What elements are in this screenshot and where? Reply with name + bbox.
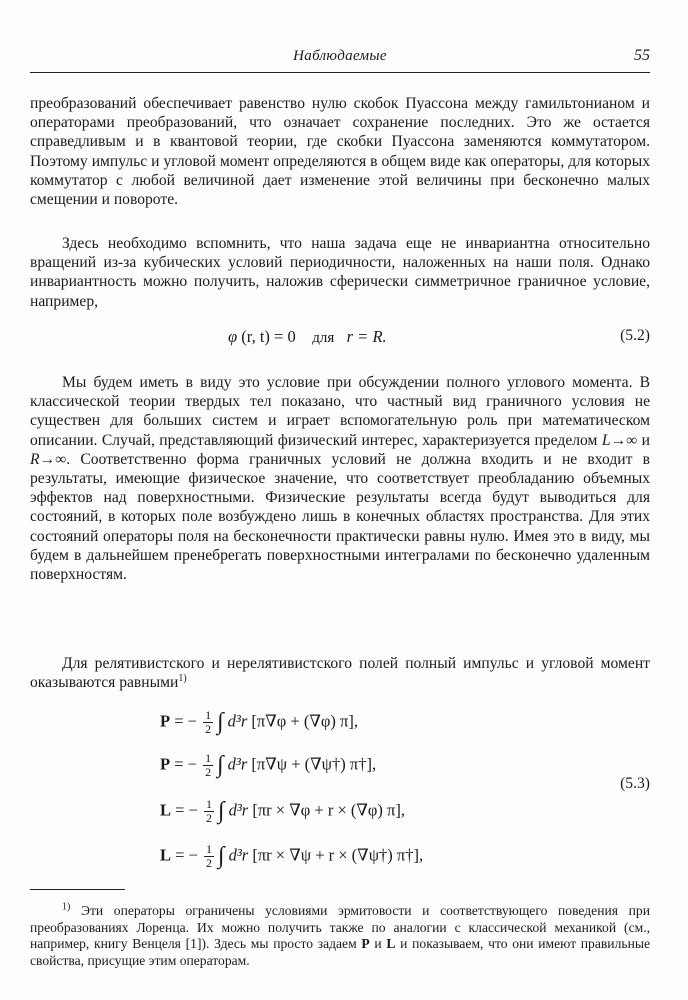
fraction-one-half: $\frac{1}{2}$ (206, 797, 213, 825)
footnote-symbol-L: L (386, 936, 396, 952)
footnote-ref: 1) (178, 673, 187, 685)
limit-L-arrow: →∞ (610, 431, 638, 449)
running-title: Наблюдаемые (293, 48, 387, 64)
equation-5-2-args: (r, t) = 0 (241, 327, 296, 346)
equation-lhs: L (160, 800, 172, 820)
equation-measure: d³r (228, 845, 249, 865)
equation-measure: d³r (227, 754, 248, 774)
integral-sign: ∫ (218, 798, 225, 824)
phi-symbol: φ (228, 327, 238, 346)
fraction-one-half: $\frac{1}{2}$ (206, 842, 213, 870)
paragraph-3: Мы будем иметь в виду это условие при обсуждении полного углового момента. В классической теории твердых тел показано, что частный вид граничного условия не существен для больших систем и играет вспомогательную роль при математическом описании. Случай, представляющий физический интерес, характеризуется пределом L→∞ и R→∞. Соответственно форма граничных условий не должна входить и не входит в результаты, имеющие физическое значение, что соответствует преобладанию объемных эффектов над поверхностными. Физические результаты всегда будут выводиться для состояний, в которых поле возбуждено лишь в конечных областях пространства. Для этих состояний операторы поля на бесконечности практически равны нулю. Имея это в виду, мы будем в дальнейшем пренебрегать поверхностными интегралами по бесконечно удаленным поверхностям. (30, 374, 650, 584)
equation-equals: = − (175, 800, 198, 820)
footnote-text-start: Эти операторы ограничены условиями эрмитовости и соответствующего поведения при преобразованиях Лоренца. Их можно получить также по аналогии с классической механикой (см., например, книгу Венцеля [1]). Здесь мы просто задаем (30, 903, 650, 952)
equation-lhs: P (160, 754, 171, 774)
equation-integrand: [πr × ∇ψ + r × (∇ψ†) π†], (252, 845, 424, 865)
equation-integrand: [π∇φ + (∇φ) π], (251, 711, 358, 731)
integral-sign: ∫ (217, 752, 224, 778)
fraction-one-half: $\frac{1}{2}$ (205, 751, 212, 779)
footnote-text-end: и показываем, что они имеют правильные свойства, присущие этим операторам. (30, 936, 651, 968)
equation-5-2-word: для (312, 330, 335, 346)
paragraph-3-start: Мы будем иметь в виду это условие при обсуждении полного углового момента. В классической теории твердых тел показано, что частный вид граничного условия не существен для больших систем и играет вспомогательную роль при математическом описании. Случай, представляющий физический интерес, характеризуется пределом (30, 374, 650, 449)
equation-equals: = − (174, 711, 197, 731)
equation-lhs: P (160, 711, 171, 731)
fraction-one-half: $\frac{1}{2}$ (205, 708, 212, 736)
paragraph-4-text: Для релятивистского и нерелятивистского полей полный импульс и угловой момент оказываются равными (30, 655, 650, 692)
paragraph-2: Здесь необходимо вспомнить, что наша задача еще не инвариантна относительно вращений из-за кубических условий периодичности, наложенных на наши поля. Однако инвариантность можно получить, наложив сферически симметричное граничное условие, например, (30, 235, 650, 310)
equation-lhs: L (160, 845, 172, 865)
limit-and: и (641, 431, 650, 449)
footnote-and: и (374, 936, 382, 952)
paragraph-3-rest: Соответственно форма граничных условий не должна входить и не входит в результаты, имеющие физическое значение, что соответствует преобладанию объемных эффектов над поверхностными. Физические результаты всегда будут выводиться для состояний, в которых поле возбуждено лишь в конечных областях пространства. Для этих состояний операторы поля на бесконечности практически равны нулю. Имея это в виду, мы будем в дальнейшем пренебрегать поверхностными интегралами по бесконечно удаленным поверхностям. (30, 450, 650, 584)
equation-integrand: [π∇ψ + (∇ψ†) π†], (251, 754, 377, 774)
footnote (30, 903, 650, 969)
integral-sign: ∫ (218, 843, 225, 869)
equation-5-2-body (228, 327, 387, 347)
equation-equals: = − (174, 754, 197, 774)
paragraph-4 (30, 654, 650, 692)
equation-measure: d³r (227, 711, 248, 731)
limit-L: L (601, 431, 611, 449)
limit-R: R (30, 450, 40, 468)
equation-integrand: [πr × ∇φ + r × (∇φ) π], (252, 800, 405, 820)
footnote-divider (30, 889, 125, 890)
paragraph-1: преобразований обеспечивает равенство нулю скобок Пуассона между гамильтонианом и операторами преобразований, что означает сохранение последних. Это же остается справедливым и в квантовой теории, где скобки Пуассона заменяются коммутатором. Поэтому импульс и угловой момент определяются в общем виде как операторы, для которых коммутатор с любой величиной дает изменение этой величины при бесконечно малых смещении и повороте. (30, 95, 650, 209)
equation-5-2-condition: r = R. (346, 327, 387, 346)
equation-number-5-2: (5.2) (620, 327, 650, 344)
equation-measure: d³r (228, 800, 249, 820)
page-number: 55 (634, 47, 650, 64)
footnote-mark: 1) (62, 901, 71, 913)
limit-R-arrow: →∞ (39, 450, 67, 468)
equation-number-5-3: (5.3) (620, 775, 650, 792)
equation-equals: = − (175, 845, 198, 865)
footnote-symbol-P: P (361, 936, 370, 952)
integral-sign: ∫ (217, 709, 224, 735)
page-header (30, 44, 650, 73)
